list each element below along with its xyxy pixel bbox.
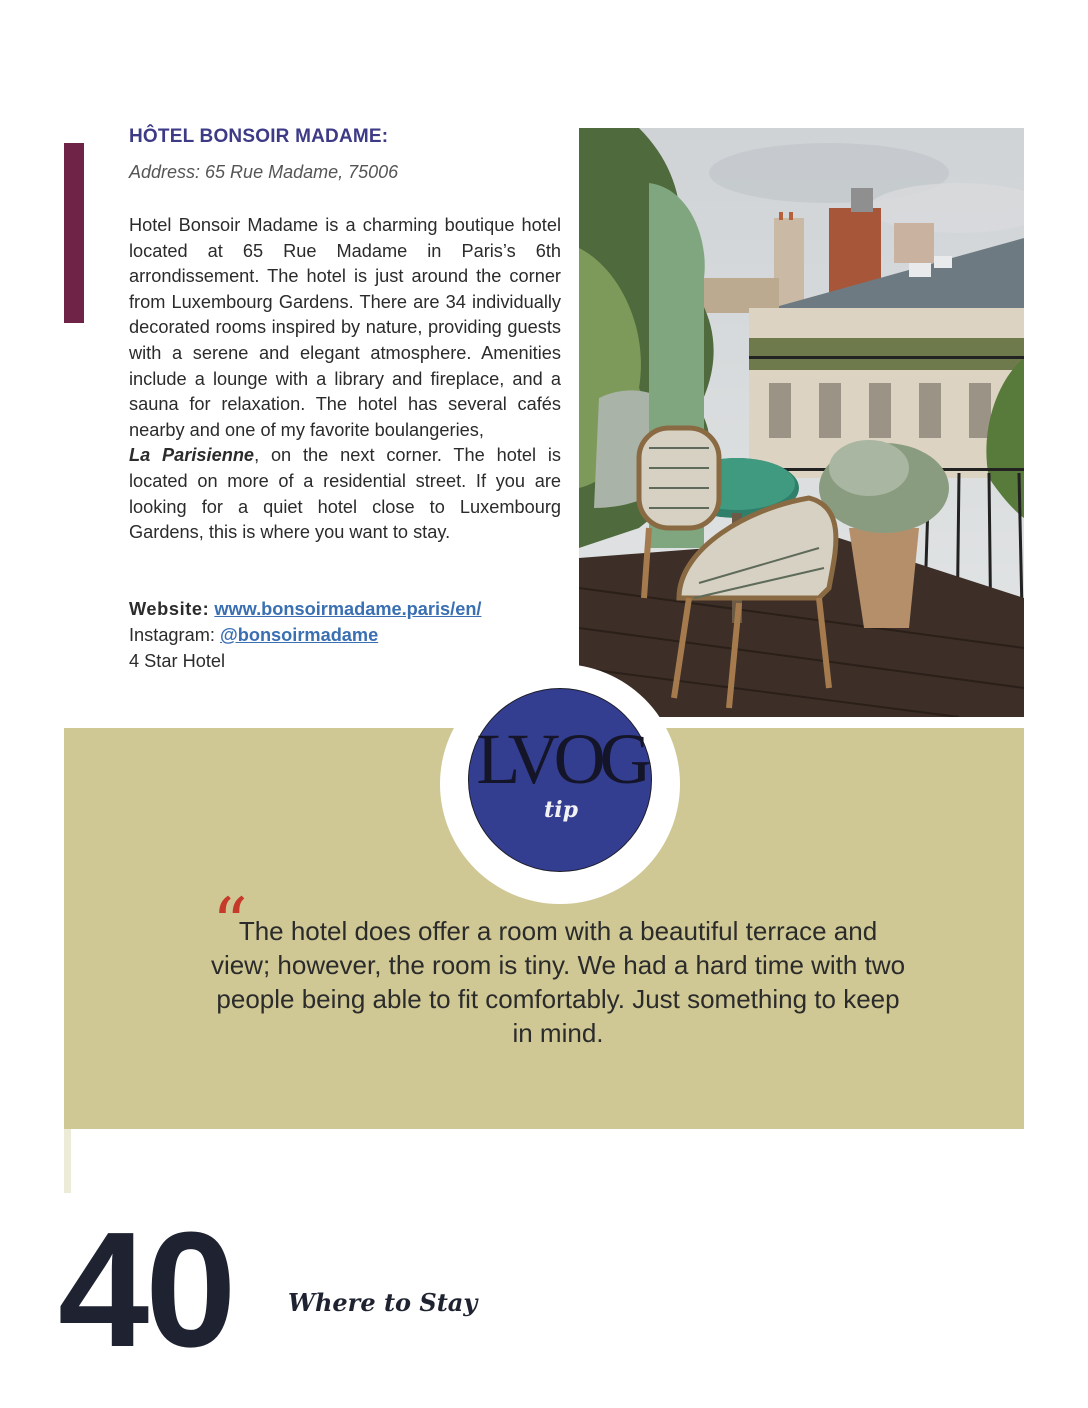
instagram-row xyxy=(129,622,481,648)
hotel-title: HÔTEL BONSOIR MADAME: xyxy=(129,126,389,147)
quote-mark-icon: “ xyxy=(212,883,248,965)
page-number: 40 xyxy=(58,1198,233,1381)
website-link[interactable]: www.bonsoirmadame.paris/en/ xyxy=(214,599,482,619)
tip-quote: The hotel does offer a room with a beautiful terrace and view; however, the room is tiny. We had a hard time with two people being able to fit comfortably. Just something to keep in mind. xyxy=(210,916,906,1048)
side-rule xyxy=(64,1129,71,1193)
website-label: Website: xyxy=(129,599,210,619)
accent-bar xyxy=(64,143,84,323)
description-part-1: Hotel Bonsoir Madame is a charming boutique hotel located at 65 Rue Madame in Paris’s 6th arrondissement. The hotel is just around the corner from Luxembourg Gardens. There are 34 individually decorated rooms inspired by nature, providing guests with a serene and elegant atmosphere. Amenities include a lounge with a library and fireplace, and a sauna for relaxation. The hotel has several cafés nearby and one of my favorite boulangeries, xyxy=(129,215,561,440)
instagram-label: Instagram: xyxy=(129,625,215,645)
instagram-link[interactable]: @bonsoirmadame xyxy=(219,625,379,645)
logo-tip-script: tip xyxy=(544,797,578,823)
hotel-address: Address: 65 Rue Madame, 75006 xyxy=(129,162,399,182)
boulangerie-name: La Parisienne xyxy=(129,445,255,466)
logo-wordmark: LVOG xyxy=(476,719,646,799)
website-row xyxy=(129,596,481,622)
hotel-rating: 4 Star Hotel xyxy=(129,651,226,671)
lvog-tip-logo xyxy=(468,688,652,872)
hotel-terrace-photo xyxy=(579,128,1024,717)
description-part-2: , on the next corner. The hotel is located on more of a residential street. If you are looking for a quiet hotel close to Luxembourg Gardens, this is where you want to stay. xyxy=(129,445,562,543)
hotel-description xyxy=(129,213,561,546)
hotel-links xyxy=(129,596,481,674)
section-label: Where to Stay xyxy=(288,1288,478,1317)
